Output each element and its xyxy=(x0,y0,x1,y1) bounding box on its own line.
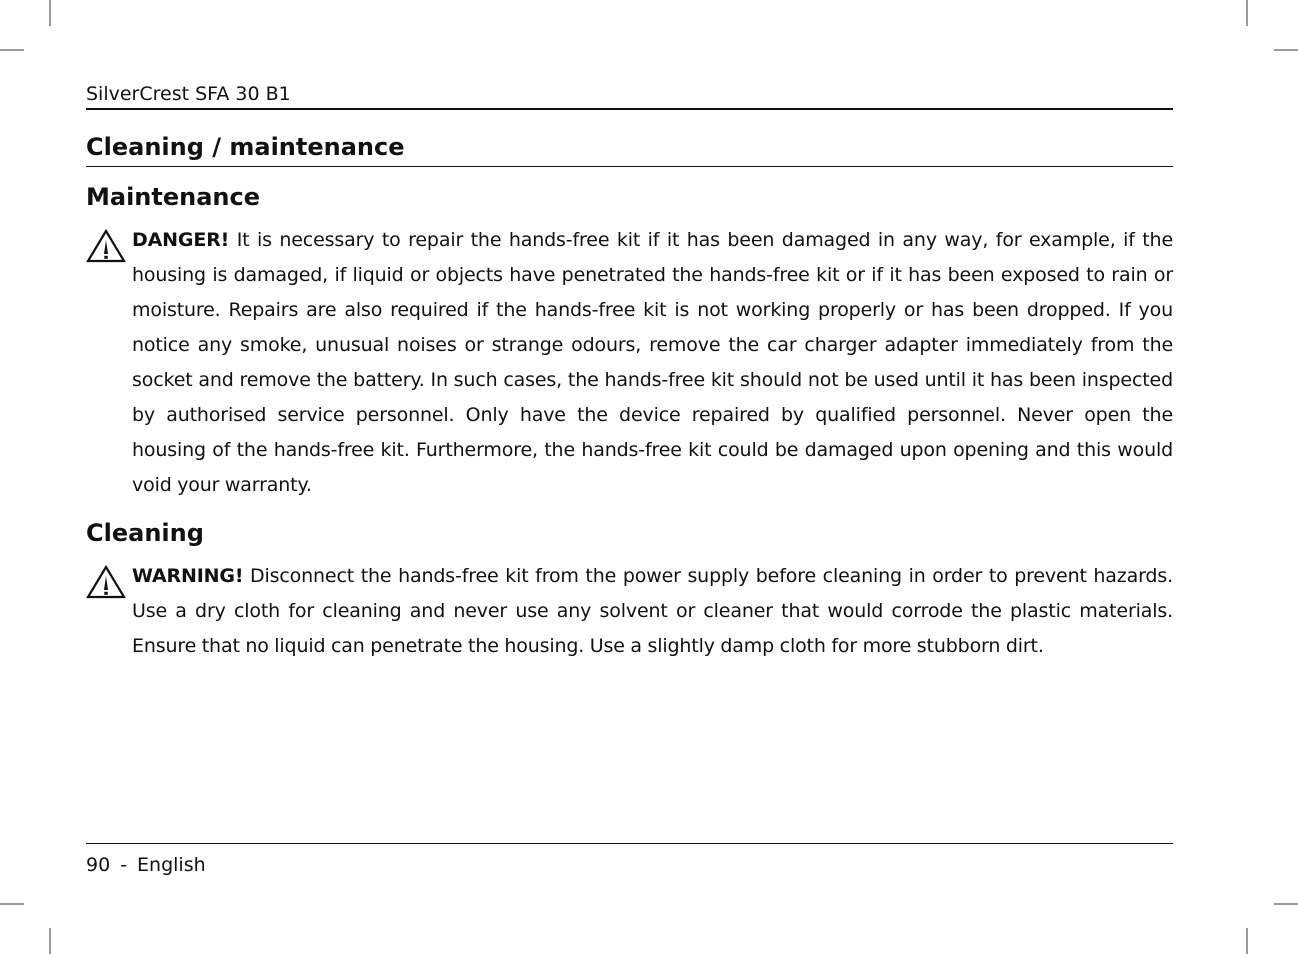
warning-paragraph xyxy=(132,559,1173,664)
footer-language: English xyxy=(137,854,206,876)
crop-mark-top-right-horizontal xyxy=(1274,49,1298,51)
crop-mark-bottom-right-vertical xyxy=(1246,928,1248,954)
danger-paragraph xyxy=(132,223,1173,503)
danger-label: DANGER! xyxy=(132,229,230,251)
crop-mark-top-left-horizontal xyxy=(0,49,24,51)
crop-mark-bottom-left-vertical xyxy=(49,928,51,954)
danger-notice xyxy=(86,223,1173,503)
header-rule xyxy=(86,108,1173,110)
crop-mark-bottom-right-horizontal xyxy=(1274,903,1298,905)
warning-triangle-icon xyxy=(86,229,126,263)
footer-text xyxy=(86,850,1173,880)
footer-rule xyxy=(86,843,1173,844)
warning-text: Disconnect the hands-free kit from the power supply before cleaning in order to prevent hazards. Use a dry cloth for cleaning and never use any solvent or cleaner that would corrode the plastic materials. Ensure that no liquid can penetrate the housing. Use a slightly damp cloth for more stubborn dirt. xyxy=(132,565,1173,657)
section-title: Cleaning / maintenance xyxy=(86,133,405,161)
crop-mark-bottom-left-horizontal xyxy=(0,903,24,905)
warning-triangle-icon xyxy=(86,565,126,599)
page-number: 90 xyxy=(86,854,111,876)
crop-mark-top-right-vertical xyxy=(1246,0,1248,26)
crop-mark-top-left-vertical xyxy=(49,0,51,26)
footer-separator: - xyxy=(120,854,128,876)
document-page xyxy=(86,78,1173,664)
page-footer xyxy=(86,843,1173,880)
warning-label: WARNING! xyxy=(132,565,244,587)
maintenance-heading: Maintenance xyxy=(86,183,261,211)
section-rule xyxy=(86,166,1173,167)
warning-notice xyxy=(86,559,1173,664)
running-header: SilverCrest SFA 30 B1 xyxy=(86,83,291,105)
danger-text: It is necessary to repair the hands-free kit if it has been damaged in any way, for example, if the housing is damaged, if liquid or objects have penetrated the hands-free kit or if it has been exposed to rain or moisture. Repairs are also required if the hands-free kit is not working properly or has been dropped. If you notice any smoke, unusual noises or strange odours, remove the car charger adapter immediately from the socket and remove the battery. In such cases, the hands-free kit should not be used until it has been inspected by authorised service personnel. Only have the device repaired by qualified personnel. Never open the housing of the hands-free kit. Furthermore, the hands-free kit could be damaged upon opening and this would void your warranty. xyxy=(132,229,1173,496)
cleaning-heading: Cleaning xyxy=(86,519,204,547)
